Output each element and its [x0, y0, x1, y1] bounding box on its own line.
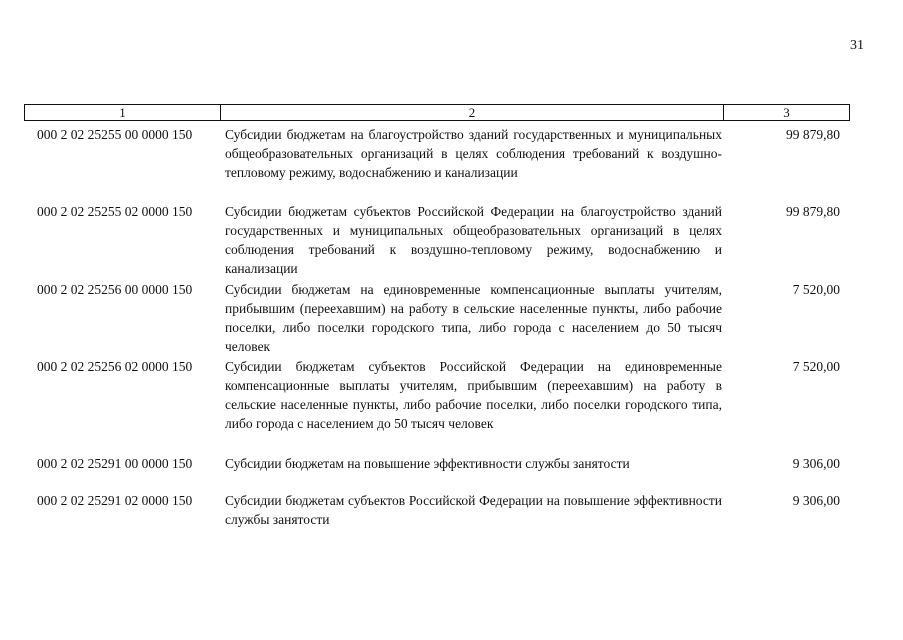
row-amount: 99 879,80	[786, 127, 840, 142]
row-description: Субсидии бюджетам субъектов Российской Федерации на единовременные компенсационные выплаты учителям, прибывшим (переехавшим) на работу в сельские населенные пункты, либо рабочие поселки, либо поселки городского типа, либо города с населением до 50 тысяч человек	[225, 359, 722, 431]
row-amount: 99 879,80	[786, 204, 840, 219]
budget-code: 000 2 02 25291 00 0000 150	[37, 456, 193, 471]
column-header-3: 3	[783, 105, 790, 120]
row-description: Субсидии бюджетам на повышение эффективности службы занятости	[225, 456, 630, 471]
row-amount: 7 520,00	[792, 359, 840, 374]
budget-code: 000 2 02 25291 02 0000 150	[37, 493, 193, 508]
row-description: Субсидии бюджетам на единовременные компенсационные выплаты учителям, прибывшим (переехавшим) на работу в сельские населенные пункты, либо рабочие поселки, либо поселки городского типа, либо города с населением до 50 тысяч человек	[225, 282, 722, 354]
column-header-1: 1	[25, 105, 221, 120]
row-amount: 9 306,00	[792, 456, 840, 471]
row-amount: 9 306,00	[792, 493, 840, 508]
budget-code: 000 2 02 25255 02 0000 150	[37, 204, 193, 219]
budget-code: 000 2 02 25255 00 0000 150	[37, 127, 193, 142]
budget-code: 000 2 02 25256 00 0000 150	[37, 282, 193, 297]
budget-table	[24, 104, 850, 527]
row-description: Субсидии бюджетам на благоустройство зданий государственных и муниципальных общеобразовательных организаций в целях соблюдения требований к воздушно-тепловому режиму, водоснабжению и канализации	[225, 127, 722, 180]
page-number: 31	[850, 38, 864, 53]
table-header-row	[24, 104, 850, 121]
row-amount: 7 520,00	[792, 282, 840, 297]
row-description: Субсидии бюджетам субъектов Российской Федерации на повышение эффективности службы занятости	[225, 493, 722, 527]
column-header-2: 2	[221, 105, 724, 120]
row-description: Субсидии бюджетам субъектов Российской Федерации на благоустройство зданий государственных и муниципальных общеобразовательных организаций в целях соблюдения требований к воздушно-тепловому режиму, водоснабжению и канализации	[225, 204, 722, 276]
budget-code: 000 2 02 25256 02 0000 150	[37, 359, 193, 374]
